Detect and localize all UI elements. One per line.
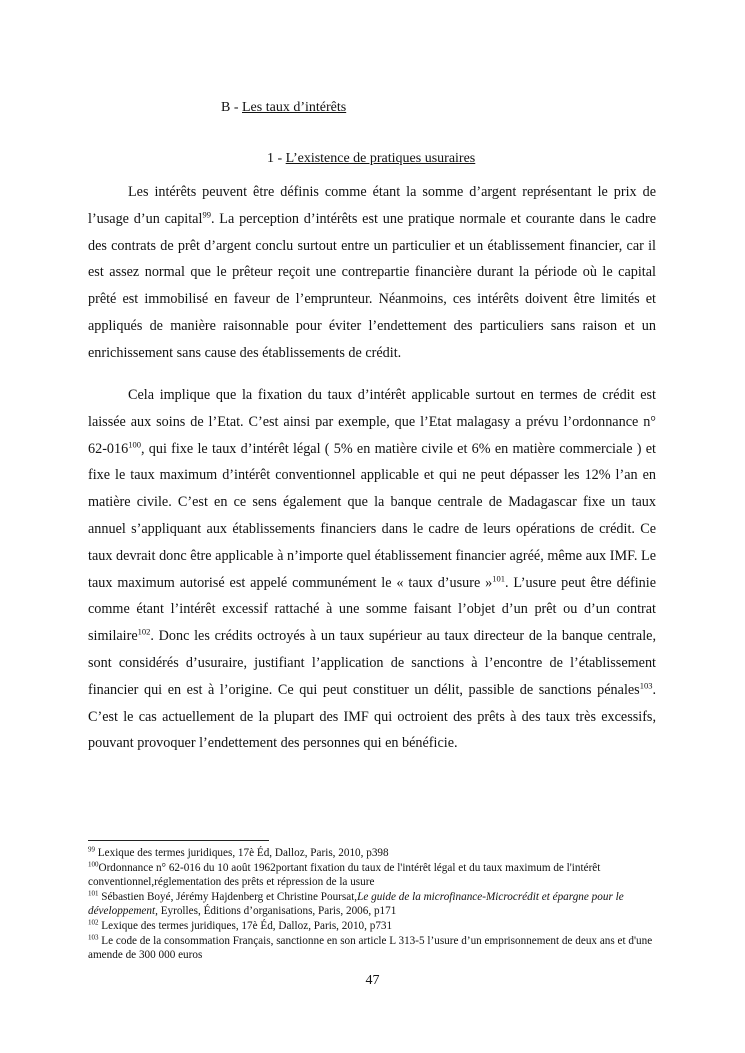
subsection-prefix: 1 - xyxy=(267,151,286,166)
footnote-103 xyxy=(88,934,658,963)
footnotes xyxy=(88,846,658,963)
paragraph-1-text-2: . La perception d’intérêts est une pratique normale et courante dans le cadre des contrats de prêt d’argent conclu surtout entre un particulier et un établissement financier, car il est assez normal que le prêteur reçoit une contrepartie financière durant la période où le capital prêté est immobilisé en faveur de l’emprunteur. Néanmoins, ces intérêts doivent être limités et appliqués de manière raisonnable pour éviter l’endettement des particuliers sans raison et un enrichissement sans cause des établissements de crédit. xyxy=(88,210,656,361)
footnote-text: Lexique des termes juridiques, 17è Éd, Dalloz, Paris, 2010, p398 xyxy=(95,847,389,859)
footnote-ref-102: 102 xyxy=(137,626,151,637)
footnote-ref-101: 101 xyxy=(492,572,505,583)
footnote-book-title: Le guide de la microfinance-Microcrédit et épargne pour le développement xyxy=(88,890,624,918)
section-title: Les taux d’intérêts xyxy=(242,100,347,115)
footnote-text: Lexique des termes juridiques, 17è Éd, Dalloz, Paris, 2010, p731 xyxy=(98,919,393,932)
footnote-102 xyxy=(88,919,658,934)
footnote-text-continued: , Eyrolles, Éditions d’organisations, Paris, 2006, p171 xyxy=(155,905,397,918)
footnote-number: 102 xyxy=(88,918,99,927)
footnote-ref-100: 100 xyxy=(128,438,141,449)
paragraph-2-text-2: , qui fixe le taux d’intérêt légal ( 5% en matière civile et 6% en matière commerciale ) et fixe le taux maximum d’intérêt conventionnel applicable et qui ne peut dépasser les 12% l’an en matière civile. C’est en ce sens également que la banque centrale de Madagascar fixe un taux annuel s’appliquant aux établissements financiers dans le cadre de leurs opérations de crédit. Ce taux devrait donc être applicable à n’importe quel établissement financier agréé, même aux IMF. Le taux maximum autorisé est appelé communément le « taux d’usure » xyxy=(88,440,656,591)
paragraph-1-text-1: Les intérêts peuvent être définis comme étant la somme d’argent représentant le prix de l’usage d’un capital xyxy=(88,184,656,227)
footnote-number: 100 xyxy=(88,859,99,868)
section-heading xyxy=(221,99,346,117)
footnote-text: Ordonnance n° 62-016 du 10 août 1962portant fixation du taux de l'intérêt légal et du taux maximum de l'intérêt conventionnel,réglementation des prêts et répression de la usure xyxy=(88,861,601,889)
paragraph-2-text-5: . C’est le cas actuellement de la plupart des IMF qui octroient des prêts à des taux très excessifs, pouvant provoquer l’endettement des personnes qui en bénéficie. xyxy=(88,681,656,752)
footnote-separator xyxy=(88,840,269,841)
footnote-100 xyxy=(88,861,658,890)
footnote-ref-103: 103 xyxy=(639,680,653,691)
paragraph-2 xyxy=(88,382,656,757)
paragraph-1 xyxy=(88,179,656,367)
footnote-text: Le code de la consommation Français, sanctionne en son article L 313-5 l’usure d’un emprisonnement de deux ans et d'une amende de 300 000 euros xyxy=(88,934,653,962)
footnote-number: 99 xyxy=(88,845,95,854)
footnote-99 xyxy=(88,846,658,861)
paragraph-2-text-1: Cela implique que la fixation du taux d’intérêt applicable surtout en termes de crédit est laissée aux soins de l’Etat. C’est ainsi par exemple, que l’Etat malagasy a prévu l’ordonnance n° 62-016 xyxy=(88,387,656,457)
paragraph-2-text-3: . L’usure peut être définie comme étant l’intérêt excessif rattaché à une somme faisant l’objet d’un prêt ou d’un contrat similaire xyxy=(88,574,656,645)
footnote-101 xyxy=(88,890,658,919)
section-prefix: B - xyxy=(221,100,242,115)
subsection-heading xyxy=(267,150,475,168)
footnote-text: Sébastien Boyé, Jérémy Hajdenberg et Christine Poursat, xyxy=(98,890,358,903)
paragraph-2-text-4: . Donc les crédits octroyés à un taux supérieur au taux directeur de la banque centrale, sont considérés d’usuraire, justifiant l’application de sanctions à l’encontre de l’établissement financier qui en est à l’origine. Ce qui peut constituer un délit, passible de sanctions pénales xyxy=(88,628,656,698)
footnote-ref-99: 99 xyxy=(202,209,211,220)
page-number: 47 xyxy=(365,973,380,988)
subsection-title: L’existence de pratiques usuraires xyxy=(285,151,476,166)
footnote-number: 101 xyxy=(88,889,99,898)
footnote-number: 103 xyxy=(88,932,99,941)
